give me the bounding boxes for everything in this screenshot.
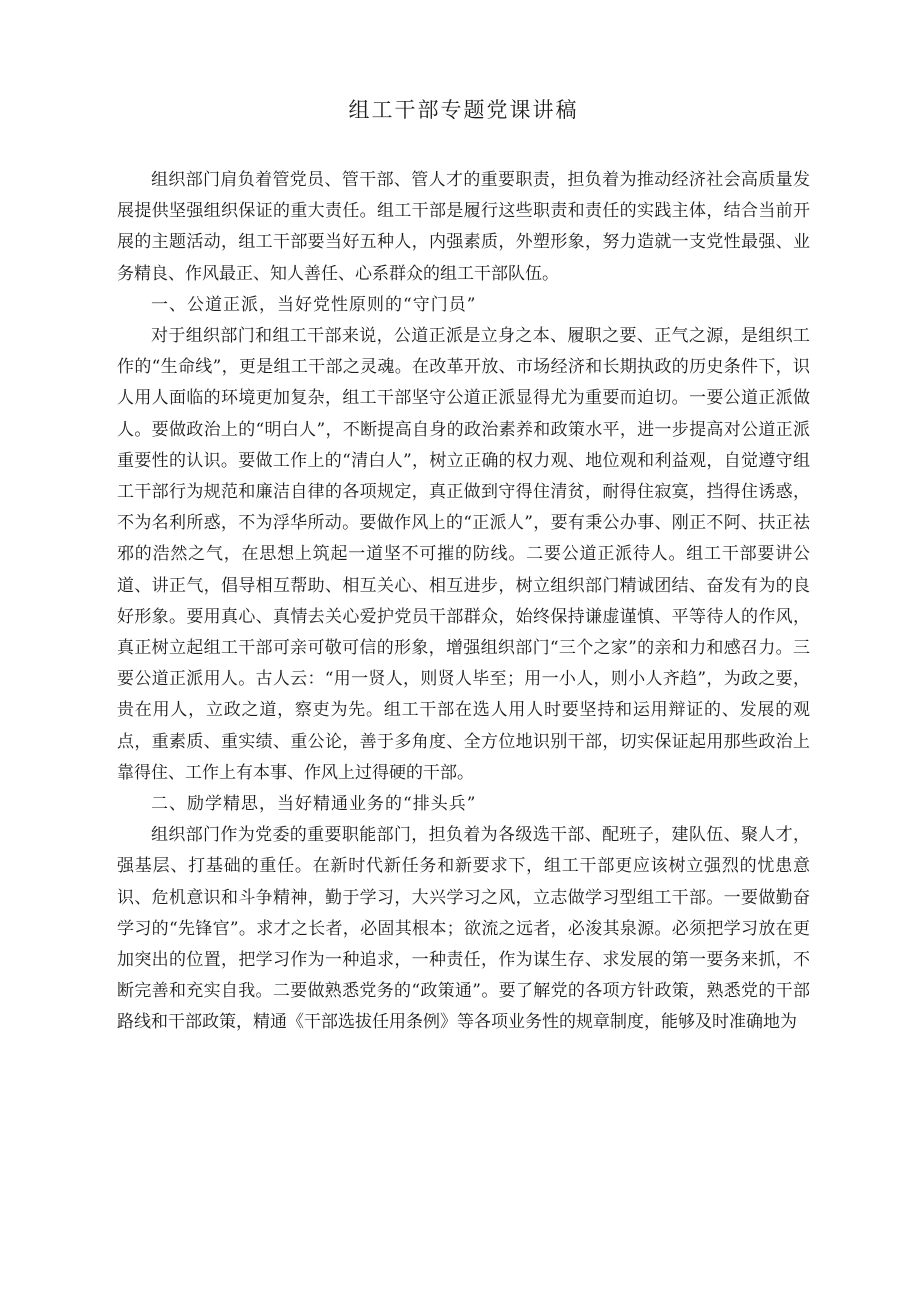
document-body — [117, 165, 810, 1039]
section-1-paragraph: 对于组织部门和组工干部来说，公道正派是立身之本、履职之要、正气之源，是组织工作的“生命线”，更是组工干部之灵魂。在改革开放、市场经济和长期执政的历史条件下，识人用人面临的环境更加复杂，组工干部坚守公道正派显得尤为重要而迫切。一要公道正派做人。要做政治上的“明白人”，不断提高自身的政治素养和政策水平，进一步提高对公道正派重要性的认识。要做工作上的“清白人”，树立正确的权力观、地位观和利益观，自觉遵守组工干部行为规范和廉洁自律的各项规定，真正做到守得住清贫，耐得住寂寞，挡得住诱惑，不为名利所惑，不为浮华所动。要做作风上的“正派人”，要有秉公办事、刚正不阿、扶正祛邪的浩然之气，在思想上筑起一道坚不可摧的防线。二要公道正派待人。组工干部要讲公道、讲正气，倡导相互帮助、相互关心、相互进步，树立组织部门精诚团结、奋发有为的良好形象。要用真心、真情去关心爱护党员干部群众，始终保持谦虚谨慎、平等待人的作风，真正树立起组工干部可亲可敬可信的形象，增强组织部门“三个之家”的亲和力和感召力。三要公道正派用人。古人云：“用一贤人，则贤人毕至；用一小人，则小人齐趋”，为政之要，贵在用人，立政之道，察吏为先。组工干部在选人用人时要坚持和运用辩证的、发展的观点，重素质、重实绩、重公论，善于多角度、全方位地识别干部，切实保证起用那些政治上靠得住、工作上有本事、作风上过得硬的干部。 — [117, 326, 810, 783]
section-heading-2: 二、励学精思，当好精通业务的“排头兵” — [151, 794, 477, 815]
section-2-paragraph: 组织部门作为党委的重要职能部门，担负着为各级选干部、配班子，建队伍、聚人才，强基层、打基础的重任。在新时代新任务和新要求下，组工干部更应该树立强烈的忧患意识、危机意识和斗争精神，勤于学习，大兴学习之风，立志做学习型组工干部。一要做勤奋学习的“先锋官”。求才之长者，必固其根本；欲流之远者，必浚其泉源。必须把学习放在更加突出的位置，把学习作为一种追求，一种责任，作为谋生存、求发展的第一要务来抓，不断完善和充实自我。二要做熟悉党务的“政策通”。要了解党的各项方针政策，熟悉党的干部路线和干部政策，精通《干部选拔任用条例》等各项业务性的规章制度，能够及时准确地为 — [117, 825, 810, 1033]
document-title: 组工干部专题党课讲稿 — [348, 98, 579, 122]
intro-paragraph: 组织部门肩负着管党员、管干部、管人才的重要职责，担负着为推动经济社会高质量发展提供坚强组织保证的重大责任。组工干部是履行这些职责和责任的实践主体，结合当前开展的主题活动，组工干部要当好五种人，内强素质，外塑形象，努力造就一支党性最强、业务精良、作风最正、知人善任、心系群众的组工干部队伍。 — [117, 170, 810, 284]
section-heading-1: 一、公道正派，当好党性原则的“守门员” — [151, 294, 477, 315]
